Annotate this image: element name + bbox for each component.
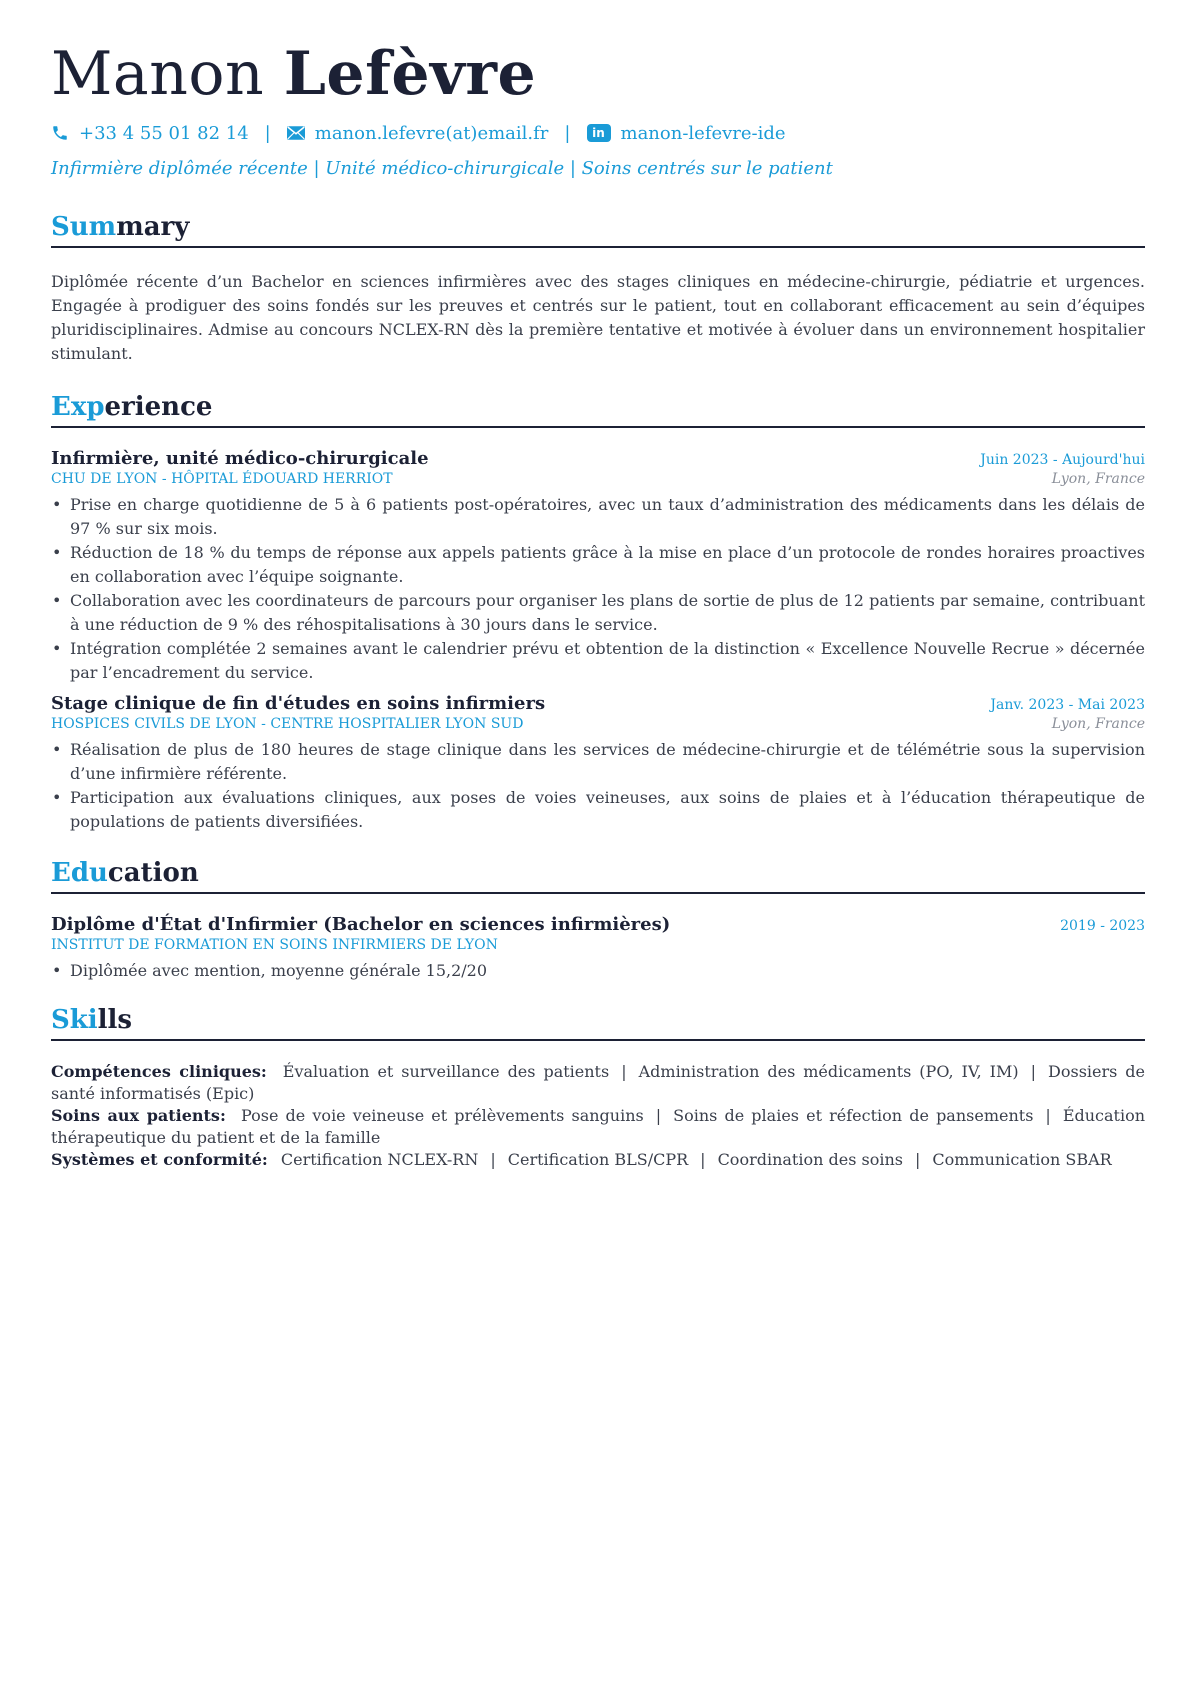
skill-item: Dossiers de santé informatisés (Epic) (51, 1062, 1146, 1103)
skill-separator: | (655, 1106, 662, 1125)
skill-item: Évaluation et surveillance des patients (282, 1062, 610, 1081)
degree-title: Diplôme d'État d'Infirmier (Bachelor en sciences infirmières) (51, 914, 671, 935)
list-item: • Prise en charge quotidienne de 5 à 6 patients post-opératoires, avec un taux d’administration des médicaments dans les délais de 97 % sur six mois. (51, 493, 1145, 541)
experience-entry (51, 693, 1145, 834)
skill-item: Éducation thérapeutique du patient et de la famille (51, 1106, 1146, 1147)
linkedin-icon: in (587, 124, 611, 142)
job-bullets (51, 493, 1145, 685)
skill-item: Certification BLS/CPR (507, 1150, 689, 1169)
skills-row-systems (51, 1149, 1145, 1171)
employer: HOSPICES CIVILS DE LYON - CENTRE HOSPITALIER LYON SUD (51, 716, 524, 732)
job-title: Infirmière, unité médico-chirurgicale (51, 448, 429, 469)
job-location: Lyon, France (1051, 471, 1145, 487)
job-title: Stage clinique de fin d'études en soins infirmiers (51, 693, 546, 714)
skills-list (51, 1061, 1145, 1171)
section-title-rest: erience (104, 392, 213, 422)
skill-item: Communication SBAR (932, 1150, 1112, 1169)
skill-separator: | (490, 1150, 496, 1169)
list-item: • Participation aux évaluations cliniques, aux poses de voies veineuses, aux soins de plaies et à l’éducation thérapeutique de populations de patients diversifiées. (51, 786, 1145, 834)
job-date: Janv. 2023 - Mai 2023 (990, 697, 1145, 713)
skill-separator: | (621, 1062, 627, 1081)
skill-item: Coordination des soins (717, 1150, 903, 1169)
skills-label: Compétences cliniques: (51, 1062, 267, 1081)
section-title-rest: cation (107, 858, 199, 888)
section-title (51, 1003, 1145, 1041)
skill-separator: | (700, 1150, 706, 1169)
summary-text: Diplômée récente d’un Bachelor en sciences infirmières avec des stages cliniques en médecine-chirurgie, pédiatrie et urgences. Engagée à prodiguer des soins fondés sur les preuves et centrés sur le patient, tout en collaborant efficacement au sein d’équipes pluridisciplinaires. Admise au concours NCLEX-RN dès la première tentative et motivée à évoluer dans un environnement hospitalier stimulant. (51, 272, 1145, 363)
section-title-rest: mary (116, 212, 190, 242)
linkedin-handle: manon-lefevre-ide (620, 122, 786, 144)
skill-item: Pose de voie veineuse et prélèvements sanguins (241, 1106, 644, 1125)
summary-section (51, 210, 1145, 366)
contact-separator: | (264, 122, 271, 144)
section-title-highlight: Exp (51, 392, 105, 422)
phone-number: +33 4 55 01 82 14 (79, 122, 249, 144)
skill-separator: | (914, 1150, 921, 1169)
job-location: Lyon, France (1051, 716, 1145, 732)
school: INSTITUT DE FORMATION EN SOINS INFIRMIERS DE LYON (51, 937, 498, 953)
degree-bullets (51, 959, 1145, 983)
section-title (51, 390, 1145, 428)
list-item: • Collaboration avec les coordinateurs de parcours pour organiser les plans de sortie de plus de 12 patients par semaine, contribuant à une réduction de 9 % des réhospitalisations à 30 jours dans le service. (51, 589, 1145, 637)
contact-bar (51, 120, 1145, 146)
section-title (51, 856, 1145, 894)
job-bullets (51, 738, 1145, 834)
skill-separator: | (1045, 1106, 1051, 1125)
section-title-rest: lls (97, 1005, 133, 1035)
experience-section (51, 390, 1145, 834)
skills-label: Systèmes et conformité: (51, 1150, 268, 1169)
envelope-icon (287, 126, 305, 140)
list-item: • Diplômée avec mention, moyenne générale 15,2/20 (51, 959, 1145, 983)
list-item: • Réduction de 18 % du temps de réponse aux appels patients grâce à la mise en place d’un protocole de rondes horaires proactives en collaboration avec l’équipe soignante. (51, 541, 1145, 589)
list-item: • Réalisation de plus de 180 heures de stage clinique dans les services de médecine-chirurgie et de télémétrie sous la supervision d’une infirmière référente. (51, 738, 1145, 786)
skill-separator: | (1030, 1062, 1037, 1081)
candidate-name (51, 36, 1145, 112)
phone-icon (51, 124, 69, 142)
education-entry (51, 914, 1145, 983)
section-title-highlight: Ski (51, 1005, 98, 1035)
skills-section (51, 1003, 1145, 1171)
education-section (51, 856, 1145, 983)
email-address: manon.lefevre(at)email.fr (314, 122, 549, 144)
section-title-highlight: Sum (51, 212, 117, 242)
skill-item: Administration des médicaments (PO, IV, IM) (638, 1062, 1019, 1081)
list-item: • Intégration complétée 2 semaines avant le calendrier prévu et obtention de la distinction « Excellence Nouvelle Recrue » décernée par l’encadrement du service. (51, 637, 1145, 685)
skills-row-clinical (51, 1061, 1145, 1105)
section-title-highlight: Edu (51, 858, 108, 888)
phone-contact[interactable] (51, 123, 249, 144)
last-name: Lefèvre (283, 39, 537, 109)
experience-entry (51, 448, 1145, 685)
section-title (51, 210, 1145, 248)
skills-row-patient-care (51, 1105, 1145, 1149)
skill-item: Certification NCLEX-RN (280, 1150, 479, 1169)
job-date: Juin 2023 - Aujourd'hui (980, 452, 1145, 468)
skills-label: Soins aux patients: (51, 1106, 226, 1125)
tagline: Infirmière diplômée récente | Unité médico-chirurgicale | Soins centrés sur le patient (51, 158, 833, 179)
degree-date: 2019 - 2023 (1060, 918, 1145, 934)
skill-item: Soins de plaies et réfection de pansements (673, 1106, 1034, 1125)
first-name: Manon (51, 39, 265, 109)
contact-separator: | (564, 122, 571, 144)
employer: CHU DE LYON - HÔPITAL ÉDOUARD HERRIOT (51, 471, 393, 487)
email-contact[interactable] (287, 123, 549, 144)
linkedin-contact[interactable] (587, 123, 786, 144)
